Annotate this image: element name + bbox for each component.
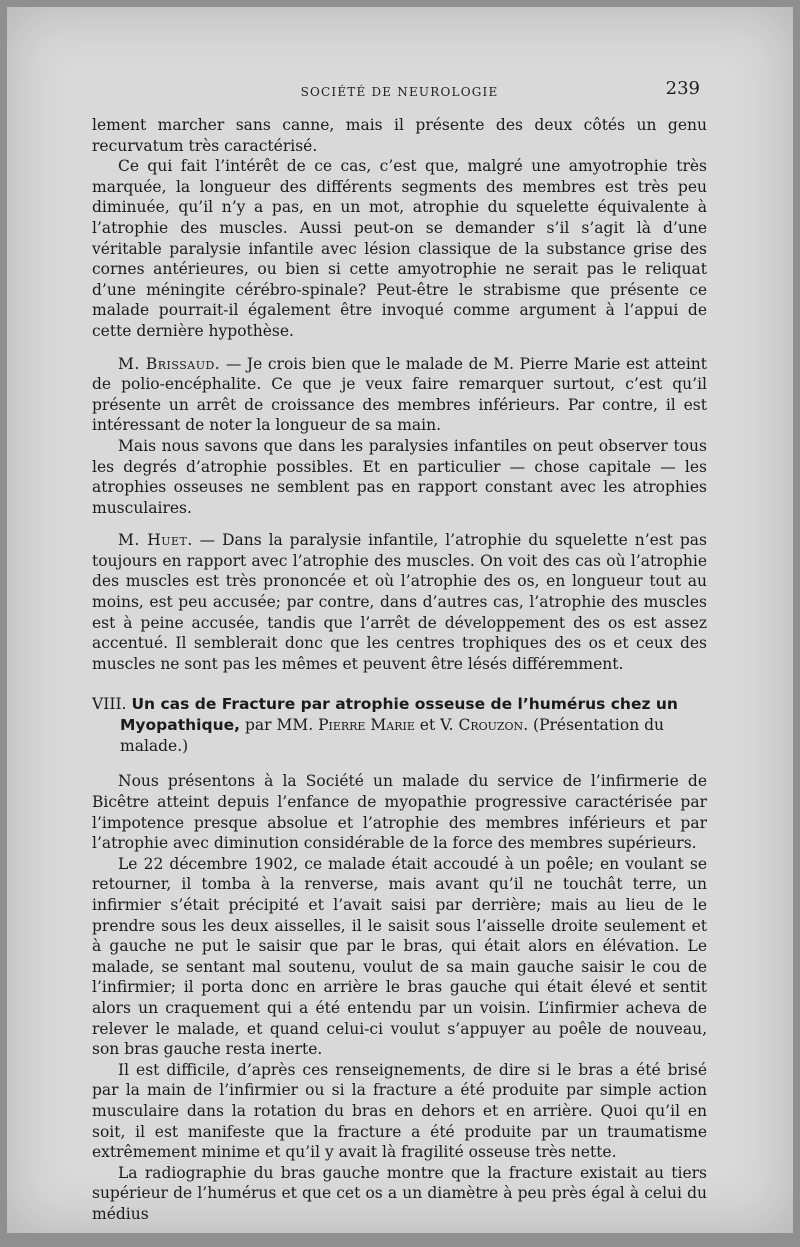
running-head: SOCIÉTÉ DE NEUROLOGIE (300, 85, 499, 99)
page-number: 239 (665, 78, 700, 99)
section-author-crouzon: Crouzon (458, 716, 524, 735)
paragraph-presentation: Nous présentons à la Société un malade du service de l’infirmerie de Bicêtre atteint depuis l’enfance de myopathie progressive caractérisée par l’impotence presque absolue et l’atrophie des membres inférieurs et par l’atrophie avec diminution considérable de la force des membres supérieurs. (92, 772, 707, 853)
page-header (97, 77, 702, 105)
paragraph-huet (92, 530, 707, 674)
body-text (92, 115, 707, 1225)
section-and: et V. (414, 716, 459, 735)
document-page (7, 7, 793, 1233)
paragraph-brissaud (92, 354, 707, 436)
paragraph-interest: Ce qui fait l’intérêt de ce cas, c’est que, malgré une amyotrophie très marquée, la longueur des différents segments des membres est très peu diminuée, qu’il n’y a pas, en un mot, atrophie du squelette équivalente à l’atrophie des muscles. Aussi peut-on se demander s’il s’agit là d’une véritable paralysie infantile avec lésion classique de la substance grise des cornes antérieures, ou bien si cette amyotrophie ne serait pas le reliquat d’une méningite cérébro-spinale? Peut-être le strabisme que présente ce malade pourrait-il également être invoqué comme argument à l’appui de cette dernière hypothèse. (92, 157, 707, 340)
huet-remark: — Dans la paralysie infantile, l’atrophie du squelette n’est pas toujours en rapport avec l’atrophie des muscles. On voit des cas où l’atrophie des muscles est très prononcée et où l’atrophie des os, en longueur tout au moins, est peu accusée; par contre, dans d’autres cas, l’atrophie des muscles est à peine accusée, tandis que l’arrêt de développement des os est assez accentué. Il semblerait donc que les centres trophiques des os et ceux des muscles ne sont pas les mêmes et peuvent être lésés différemment. (92, 531, 707, 673)
paragraph-accident: Le 22 décembre 1902, ce malade était accoudé à un poêle; en voulant se retourner, il tomba à la renverse, mais avant qu’il ne touchât terre, un infirmier s’était précipité et l’avait saisi par derrière; mais au lieu de le prendre sous les deux aisselles, il le saisit sous l’aisselle droite seulement et à gauche ne put le saisir que par le bras, qui était alors en élévation. Le malade, se sentant mal soutenu, voulut de sa main gauche saisir le cou de l’infirmier; il porta donc en arrière le bras gauche qui était élevé et sentit alors un craquement qui a été entendu par un voisin. L’infirmier acheva de relever le malade, et quand celui-ci voulut s’appuyer au poêle de nouveau, son bras gauche resta inerte. (92, 854, 707, 1059)
section-heading (92, 694, 707, 757)
speaker-huet: M. Huet. (118, 531, 193, 550)
brissaud-remark: — Je crois bien que le malade de M. Pierre Marie est atteint de polio-encéphalite. Ce que je veux faire remarquer surtout, c’est qu’il présente un arrêt de croissance des membres inférieurs. Par contre, il est intéressant de noter la longueur de sa main. (92, 354, 707, 435)
paragraph-atrophy-degrees: Mais nous savons que dans les paralysies infantiles on peut observer tous les degrés d’atrophie possibles. Et en particulier — chose capitale — les atrophies osseuses ne semblent pas en rapport constant avec les atrophies musculaires. (92, 436, 707, 517)
section-by: par MM. (240, 716, 319, 735)
paragraph-radiography: La radiographie du bras gauche montre que la fracture existait au tiers supérieur de l’humérus et que cet os a un diamètre à peu près égal à celui du médius (92, 1163, 707, 1223)
section-author-marie: Pierre Marie (318, 716, 415, 735)
section-number: VIII. (92, 695, 127, 714)
section-note: . (Présentation du malade.) (120, 716, 665, 756)
section-title: Un cas de Fracture par atrophie osseuse de l’humérus chez un Myopathique, (120, 695, 678, 735)
paragraph-cause: Il est difficile, d’après ces renseignements, de dire si le bras a été brisé par la main de l’infirmier ou si la fracture a été produite par simple action musculaire dans la rotation du bras en dehors et en arrière. Quoi qu’il en soit, il est manifeste que la fracture a été produite par un traumatisme extrêmement minime et qu’il y avait là fragilité osseuse très nette. (92, 1060, 707, 1162)
speaker-brissaud: M. Brissaud. (118, 354, 221, 373)
paragraph-continuation: lement marcher sans canne, mais il présente des deux côtés un genu recurvatum très caractérisé. (92, 116, 707, 155)
